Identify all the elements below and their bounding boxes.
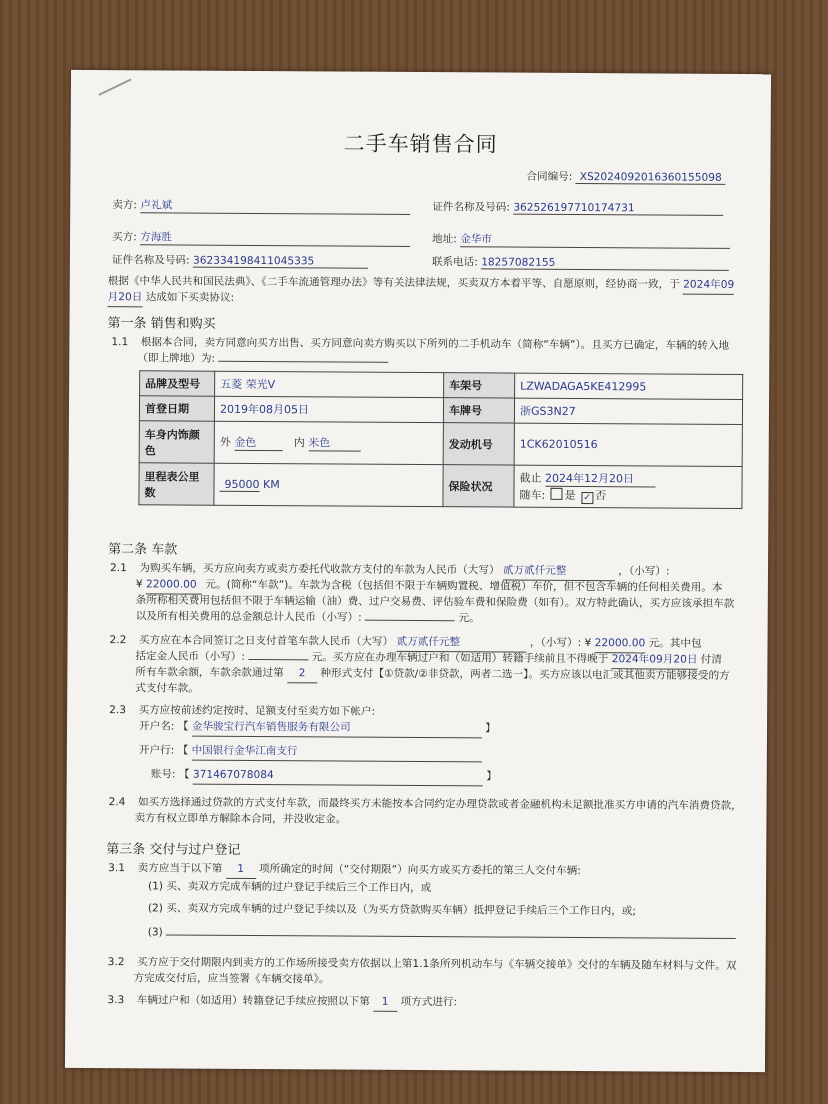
account-number: 371467078084	[193, 767, 483, 787]
bracket: 【	[177, 744, 189, 757]
clause-number: 2.1	[109, 562, 127, 575]
account-name: 金华骏宝行汽车销售服务有限公司	[192, 719, 482, 739]
insurance-follow-label: 随车:	[519, 488, 546, 502]
phone-label: 联系电话:	[431, 256, 478, 269]
clause-2-2-line-3	[135, 664, 729, 686]
bracket: 【	[177, 720, 189, 733]
engine-no: 1CK62010516	[514, 423, 742, 466]
plate: 浙GS3N27	[514, 398, 742, 424]
clause-text: 买方应于交付期限内到卖方的工作场所接受卖方依据以上第1.1条所列机动车与《车辆交接单》交付的车辆及随车材料与文件。双	[136, 956, 737, 972]
first-payment-cn: 贰万贰仟元整	[397, 634, 527, 653]
clause-text: 根据本合同，卖方同意向买方出售、买方同意向卖方购买以下所列的二手机动车（简称“车辆”）。且买方已确定，车辆的转入地	[140, 336, 730, 352]
clause-number: 3.1	[108, 862, 126, 875]
color-cell	[214, 421, 443, 464]
vin-label: 车架号	[444, 373, 515, 398]
seller-name: 卢礼斌	[140, 197, 410, 215]
preamble-date-day: 月20日	[108, 289, 143, 307]
clause-text: ，（小写）:	[618, 565, 670, 578]
clause-3-1-item-1: (1) 买、卖双方完成车辆的过户登记手续后三个工作日内，或	[148, 880, 432, 895]
seller-label: 卖方:	[112, 199, 138, 212]
clause-2-4-line-2: 卖方有权立即单方解除本合同，并没收定金。	[134, 812, 347, 826]
clause-text: 项所确定的时间（“交付期限”）向买方或买方委托的第三人交付车辆:	[259, 863, 581, 878]
bank-name: 中国银行金华江南支行	[192, 743, 482, 763]
table-row	[139, 463, 742, 509]
plate-label: 车牌号	[443, 398, 514, 423]
clause-text: 种形式支付【①贷款/②非贷款，两者二选一】。买方应该以电汇或其他卖方能够接受的方	[320, 667, 730, 682]
clause-text: 元。(简称“车款”)。车款为含税（包括但不限于车辆购置税、增值税）车价，但不包含车辆的任何相关费用。本	[205, 578, 723, 594]
yes-label: 是	[564, 488, 576, 502]
total-amount: 22000.00	[146, 576, 202, 594]
delivery-choice: 1	[226, 861, 256, 879]
checkbox-no-checked[interactable]: ✓	[581, 491, 593, 503]
buyer-id-label: 证件名称及号码:	[111, 254, 190, 267]
clause-1-1-cont	[137, 350, 388, 369]
transfer-choice: 1	[373, 994, 397, 1012]
buyer-label: 买方:	[111, 231, 137, 244]
clause-text: 元。	[458, 612, 480, 625]
preamble-line-2	[108, 289, 234, 308]
buyer-id: 362334198411045335	[193, 255, 368, 269]
phone-row	[432, 254, 729, 271]
account-name-row	[139, 718, 496, 738]
clause-text: 如买方选择通过贷款的方式支付车款，而最终买方未能按本合同约定办理贷款或者金融机构未足额批准买方申请的汽车消费贷款，	[137, 796, 742, 812]
clause-2-2-line-4: 式支付车款。	[135, 682, 199, 695]
total-fees-blank	[365, 620, 455, 622]
engine-label: 发动机号	[443, 423, 514, 465]
account-number-row	[151, 766, 497, 786]
item-3-blank	[166, 934, 736, 938]
table-row	[139, 421, 742, 467]
bracket: 】	[485, 722, 496, 735]
yuan-symbol: ¥	[135, 578, 143, 591]
reg-date: 2019年08月05日	[214, 396, 443, 422]
payment-deadline: 2024年09月20日	[612, 651, 698, 670]
bracket: 】	[486, 770, 497, 783]
first-payment: 22000.00	[595, 635, 646, 653]
reg-date-label: 首登日期	[139, 396, 214, 421]
bank-row	[139, 742, 482, 762]
vehicle-table	[138, 370, 743, 509]
clause-text: 元。买方应在办理车辆过户和（如适用）转籍手续前且不得晚于	[311, 651, 609, 666]
registration-place-blank	[218, 361, 388, 363]
clause-text: 所有车款余额，车款余款通过第	[135, 666, 284, 680]
table-row	[140, 371, 743, 400]
clause-number: 3.2	[107, 956, 125, 969]
clause-3-3	[107, 992, 457, 1012]
clause-text: 买方应按前述约定按时、足额支付至卖方如下帐户:	[138, 704, 376, 718]
table-row	[139, 396, 742, 425]
address-label: 地址:	[431, 233, 457, 246]
clause-text: 为购买车辆，买方应向卖方或卖方委托代收款方支付的车款为人民币（大写）	[139, 562, 500, 577]
odometer-cell	[214, 463, 443, 506]
preamble-date-year: 2024年09	[683, 277, 734, 295]
odometer: 95000	[219, 477, 259, 491]
insurance-label: 保险状况	[443, 465, 514, 507]
clause-text: 元。其中包	[648, 637, 702, 650]
preamble-text: 根据《中华人民共和国民法典》、《二手车流通管理办法》等有关法律法规，买卖双方本着平等、自愿原则，经协商一致，于	[107, 275, 680, 291]
contract-number-label: 合同编号:	[526, 170, 573, 183]
payment-method: 2	[287, 665, 317, 683]
int-prefix: 内	[293, 436, 305, 450]
contract-number: XS2024092016360155098	[576, 171, 726, 185]
seller-id-row	[432, 199, 723, 216]
document-title: 二手车销售合同	[343, 131, 498, 157]
phone: 18257082155	[481, 256, 729, 271]
clause-text: 以及所有相关费用的总金额总计人民币（小写）:	[135, 610, 362, 624]
checkbox-yes[interactable]	[551, 487, 563, 499]
insurance-date: 2024年12月20日	[545, 469, 655, 487]
odometer-label: 里程表公里数	[139, 463, 214, 505]
item-number: (3)	[147, 926, 163, 939]
address: 金华市	[460, 231, 730, 249]
preamble-text-2: 达成如下买卖协议:	[145, 291, 235, 304]
odometer-unit: KM	[262, 477, 280, 491]
staple	[98, 78, 131, 95]
account-name-label: 开户名:	[139, 720, 175, 733]
clause-number: 2.2	[109, 634, 127, 647]
contract-paper	[65, 70, 771, 1072]
account-number-label: 账号:	[150, 768, 176, 781]
clause-text: 卖方应当于以下第	[137, 862, 223, 875]
clause-text: ，（小写）: ¥	[529, 636, 592, 650]
clause-text: 付清	[700, 653, 723, 666]
ext-color: 金色	[234, 434, 282, 451]
bank-label: 开户行:	[138, 744, 175, 757]
brand: 五菱 荣光V	[215, 371, 444, 397]
buyer-row	[112, 229, 410, 247]
clause-text: （即上牌地）为:	[137, 352, 216, 365]
deposit-blank	[248, 659, 308, 660]
ext-prefix: 外	[219, 435, 231, 449]
vin: LZWADAGA5KE412995	[515, 373, 743, 399]
clause-text: 项方式进行:	[400, 995, 458, 1009]
insurance-cell	[514, 465, 742, 508]
clause-text: 车辆过户和（如适用）转籍登记手续应按照以下第	[136, 994, 370, 1008]
section-3-heading: 第三条 交付与过户登记	[106, 842, 241, 858]
no-label: 否	[595, 488, 607, 502]
address-row	[432, 231, 730, 249]
total-amount-cn: 贰万贰仟元整	[503, 563, 615, 582]
section-2-heading: 第二条 车款	[108, 542, 178, 558]
clause-2-1-line-3: 条所称相关费用包括但不限于车辆运输（油）费、过户交易费、评估验车费和保险费（如有）。双方特此确认，买方应该承担车款	[135, 594, 735, 610]
contract-number-row	[526, 169, 725, 185]
seller-id-label: 证件名称及号码:	[432, 201, 510, 214]
bracket: 【	[178, 768, 190, 781]
section-1-heading: 第一条 销售和购买	[107, 316, 216, 332]
clause-3-1-item-2: (2) 买、卖双方完成车辆的过户登记手续以及（为买方贷款购买车辆）抵押登记手续后三个工作日内，或;	[147, 902, 637, 918]
insurance-prefix: 截止	[519, 471, 542, 485]
buyer-name: 方海胜	[140, 229, 410, 247]
seller-id: 362526197710174731	[513, 202, 723, 216]
clause-2-1-line-4	[136, 608, 480, 627]
seller-row	[112, 197, 410, 215]
int-color: 米色	[308, 434, 360, 451]
clause-text: 括定金人民币（小写）:	[135, 650, 246, 663]
color-label: 车身内饰颜色	[139, 421, 214, 463]
clause-3-1-item-3	[148, 924, 736, 945]
clause-text: 买方应在本合同签订之日支付首笔车款人民币（大写）	[138, 634, 394, 648]
clause-number: 2.4	[108, 796, 126, 809]
clause-3-2-line-2: 方完成交付后，应当签署《车辆交接单》。	[133, 972, 330, 986]
clause-number: 3.3	[107, 994, 125, 1007]
clause-number: 1.1	[111, 336, 129, 349]
clause-number: 2.3	[109, 704, 127, 717]
buyer-id-row	[112, 252, 368, 269]
brand-label: 品牌及型号	[140, 371, 215, 396]
